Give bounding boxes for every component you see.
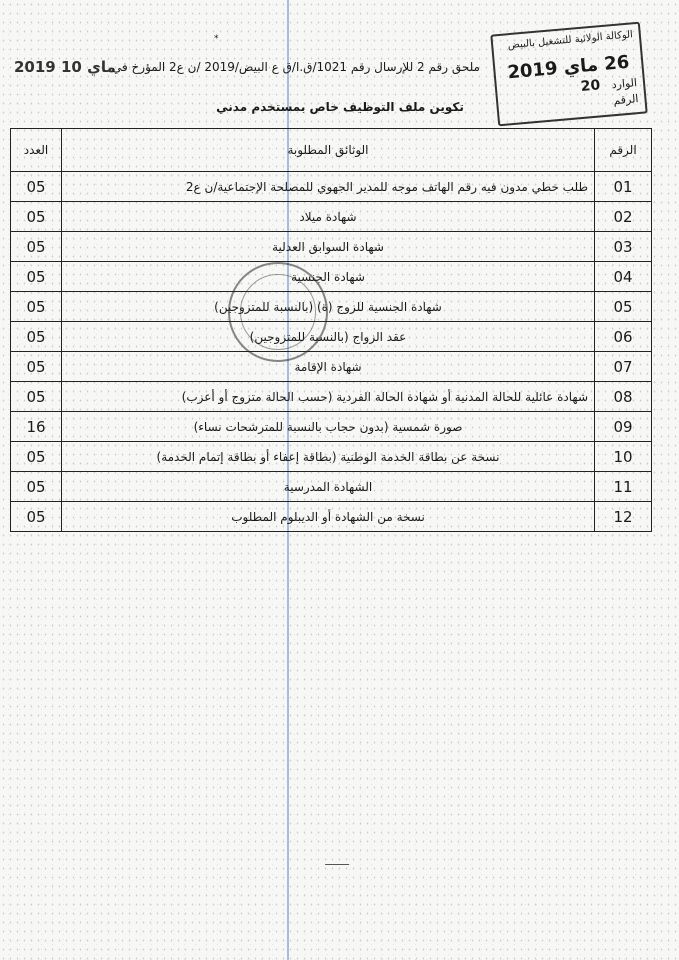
row-document: شهادة الجنسية للزوج (ة) (بالنسبة للمتزوجين) [62,292,595,322]
table-row [11,502,652,532]
row-number: 07 [595,352,652,382]
row-number: 04 [595,262,652,292]
table-header [11,129,652,172]
official-seal [228,262,328,362]
table-row [11,412,652,442]
row-count: 16 [11,412,62,442]
header-count: العدد [11,129,62,172]
row-count: 05 [11,472,62,502]
row-count: 05 [11,352,62,382]
table-row [11,472,652,502]
table-row [11,442,652,472]
row-count: 05 [11,292,62,322]
stamp-received-number: 20 [580,77,601,95]
row-document: الشهادة المدرسية [62,472,595,502]
row-document: شهادة السوابق العدلية [62,232,595,262]
row-document: صورة شمسية (بدون حجاب بالنسبة للمترشحات نساء) [62,412,595,442]
row-number: 12 [595,502,652,532]
header-reference-line: ملحق رقم 2 للإرسال رقم 1021/ق.ا/ق ع البيض/2019 /ن ع2 المؤرخ في [111,60,480,74]
row-number: 10 [595,442,652,472]
row-document: طلب خطي مدون فيه رقم الهاتف موجه للمدير الجهوي للمصلحة الإجتماعية/ن ع2 [62,172,595,202]
row-number: 03 [595,232,652,262]
table-row [11,172,652,202]
row-count: 05 [11,502,62,532]
row-count: 05 [11,202,62,232]
row-count: 05 [11,262,62,292]
table-row [11,382,652,412]
row-count: 05 [11,172,62,202]
row-count: 05 [11,382,62,412]
table-row [11,262,652,292]
row-number: 05 [595,292,652,322]
row-number: 11 [595,472,652,502]
asterisk-mark: * [214,34,219,44]
documents-table [10,128,652,532]
row-document: شهادة عائلية للحالة المدنية أو شهادة الحالة الفردية (حسب الحالة متزوج أو أعزب) [62,382,595,412]
row-number: 08 [595,382,652,412]
table-row [11,202,652,232]
signature-mark [325,848,355,865]
row-document: شهادة الإقامة [62,352,595,382]
row-count: 05 [11,442,62,472]
stamp-ref-label: الرقم [612,92,639,108]
row-count: 05 [11,322,62,352]
table-row [11,292,652,322]
row-document: عقد الزواج (بالنسبة للمتزوجين) [62,322,595,352]
row-document: نسخة من الشهادة أو الديبلوم المطلوب [62,502,595,532]
row-number: 02 [595,202,652,232]
reception-stamp [490,22,647,127]
row-number: 06 [595,322,652,352]
left-date: 2019 ماي 10 [14,58,116,76]
header-document: الوثائق المطلوبة [62,129,595,172]
row-document: شهادة الجنسية [62,262,595,292]
row-document: شهادة ميلاد [62,202,595,232]
stamp-date: 26 ماي 2019 [506,51,631,84]
header-number: الرقم [595,129,652,172]
table-row [11,232,652,262]
row-document: نسخة عن بطاقة الخدمة الوطنية (بطاقة إعفاء أو بطاقة إتمام الخدمة) [62,442,595,472]
stamp-agency: الوكالة الولائية للتشغيل بالبيض [507,29,634,52]
stamp-received-label: الوارد [611,76,638,92]
document-title: تكوين ملف التوظيف خاص بمستخدم مدني [216,100,464,114]
table-row [11,352,652,382]
row-count: 05 [11,232,62,262]
row-number: 01 [595,172,652,202]
table-row [11,322,652,352]
row-number: 09 [595,412,652,442]
